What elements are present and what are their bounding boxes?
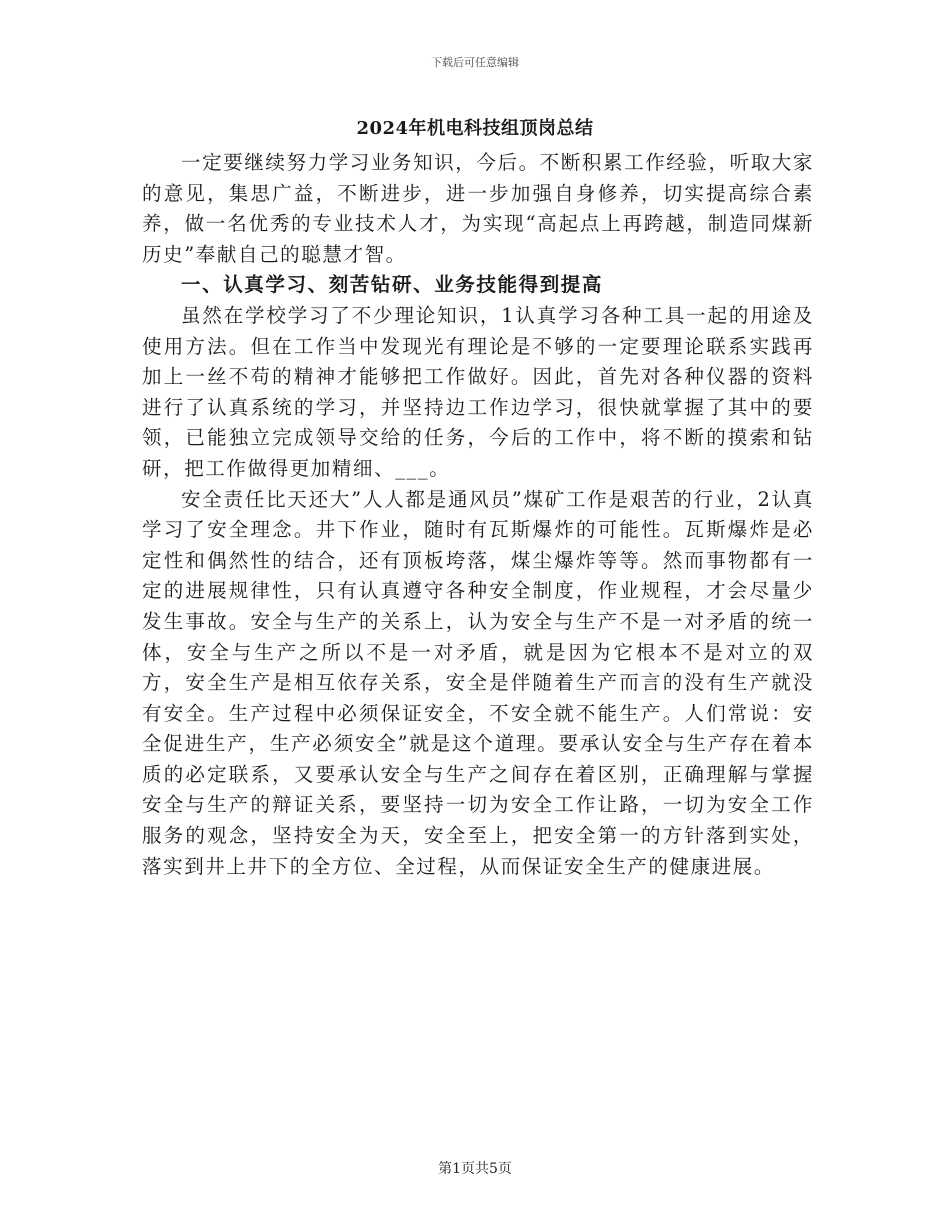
page-header-note: 下载后可任意编辑 — [431, 56, 519, 69]
document-body — [142, 148, 814, 882]
intro-paragraph: 一定要继续努力学习业务知识，今后。不断积累工作经验，听取大家的意见，集思广益，不断进步，进一步加强自身修养，切实提高综合素养，做一名优秀的专业技术人才，为实现“高起点上再跨越，制造同煤新历史”奉献自己的聪慧才智。 — [142, 151, 815, 266]
section-heading-1: 一、认真学习、刻苦钻研、业务技能得到提高 — [181, 273, 604, 297]
document-title: 2024年机电科技组顶岗总结 — [356, 118, 594, 139]
paragraph-safety: 安全责任比天还大”人人都是通风员”煤矿工作是艰苦的行业，2认真学习了安全理念。井下作业，随时有瓦斯爆炸的可能性。瓦斯爆炸是必定性和偶然性的结合，还有顶板垮落，煤尘爆炸等等。然而事物都有一定的进展规律性，只有认真遵守各种安全制度，作业规程，才会尽量少发生事故。安全与生产的关系上，认为安全与生产不是一对矛盾的统一体，安全与生产之所以不是一对矛盾，就是因为它根本不是对立的双方，安全生产是相互依存关系，安全是伴随着生产而言的没有生产就没有安全。生产过程中必须保证安全，不安全就不能生产。人们常说：安全促进生产，生产必须安全”就是这个道理。要承认安全与生产存在着本质的必定联系，又要承认安全与生产之间存在着区别，正确理解与掌握安全与生产的辩证关系，要坚持一切为安全工作让路，一切为安全工作服务的观念，坚持安全为天，安全至上，把安全第一的方针落到实处，落实到井上井下的全方位、全过程，从而保证安全生产的健康进展。 — [142, 487, 814, 878]
page-number: 第1页共5页 — [438, 1161, 512, 1177]
paragraph-study: 虽然在学校学习了不少理论知识，1认真学习各种工具一起的用途及使用方法。但在工作当中发现光有理论是不够的一定要理论联系实践再加上一丝不苟的精神才能够把工作做好。因此，首先对各种仪器的资料进行了认真系统的学习，并坚持边工作边学习，很快就掌握了其中的要领，已能独立完成领导交给的任务，今后的工作中，将不断的摸索和钻研，把工作做得更加精细、___。 — [142, 303, 814, 480]
